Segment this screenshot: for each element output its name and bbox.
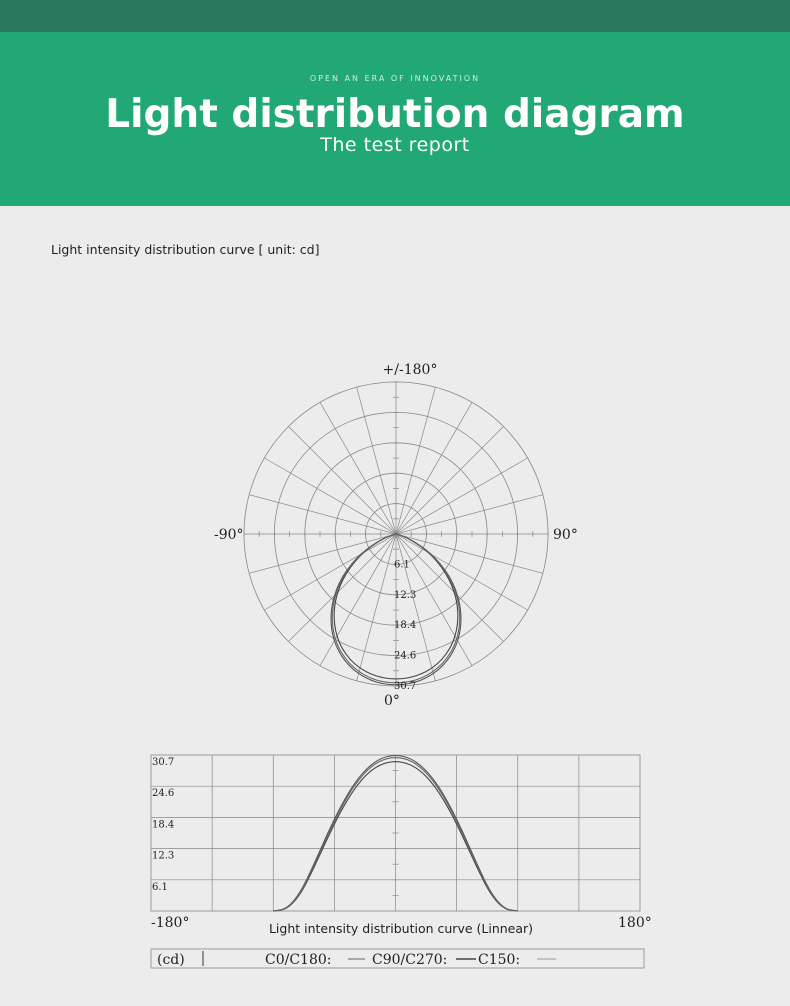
chart-legend [151, 949, 644, 968]
polar-spoke [264, 534, 396, 610]
polar-spoke [320, 402, 396, 534]
polar-chart [214, 362, 578, 709]
polar-spoke [289, 534, 396, 641]
polar-radial-tick-label: 12.3 [394, 589, 417, 601]
legend-entry-c0-c180: C0/C180: [265, 952, 332, 968]
linear-y-tick-label: 12.3 [152, 850, 175, 862]
linear-chart-title: Light intensity distribution curve (Linnear) [268, 921, 534, 936]
polar-spoke [249, 534, 396, 573]
legend-entry-c150: C150: [478, 952, 521, 968]
polar-spoke [320, 534, 396, 666]
polar-angle-label-bottom: 0° [384, 693, 400, 709]
polar-angle-label-top: +/-180° [382, 362, 438, 378]
linear-chart [151, 755, 652, 936]
polar-spoke [396, 402, 472, 534]
linear-x-tick-label-left: -180° [151, 915, 190, 931]
polar-spoke [396, 387, 435, 534]
polar-spoke [357, 534, 396, 681]
linear-y-tick-label: 24.6 [152, 788, 175, 800]
page-subtitle: The test report [320, 134, 470, 156]
linear-y-tick-label: 30.7 [152, 757, 175, 768]
polar-radial-tick-label: 6.1 [394, 559, 410, 571]
linear-y-tick-label: 18.4 [152, 819, 175, 831]
polar-spoke [357, 387, 396, 534]
polar-spoke [396, 427, 503, 534]
polar-angle-label-left: -90° [214, 527, 244, 543]
legend-unit: (cd) [157, 952, 185, 968]
page-title: Light distribution diagram [105, 92, 685, 137]
linear-x-tick-label-right: 180° [618, 915, 652, 931]
polar-radial-tick-label: 18.4 [394, 620, 417, 632]
polar-radial-tick-label: 30.7 [394, 681, 417, 692]
polar-spoke [264, 458, 396, 534]
polar-radial-tick-label: 24.6 [394, 650, 417, 662]
linear-y-tick-label: 6.1 [152, 881, 168, 893]
polar-spoke [289, 427, 396, 534]
polar-spoke [249, 495, 396, 534]
legend-entry-c90-c270: C90/C270: [372, 952, 448, 968]
polar-spoke [396, 534, 543, 573]
polar-angle-label-right: 90° [553, 527, 578, 543]
section-label: Light intensity distribution curve [ unit: cd] [51, 242, 320, 257]
polar-spoke [396, 495, 543, 534]
tagline: OPEN AN ERA OF INNOVATION [309, 74, 481, 83]
polar-spoke [396, 458, 528, 534]
